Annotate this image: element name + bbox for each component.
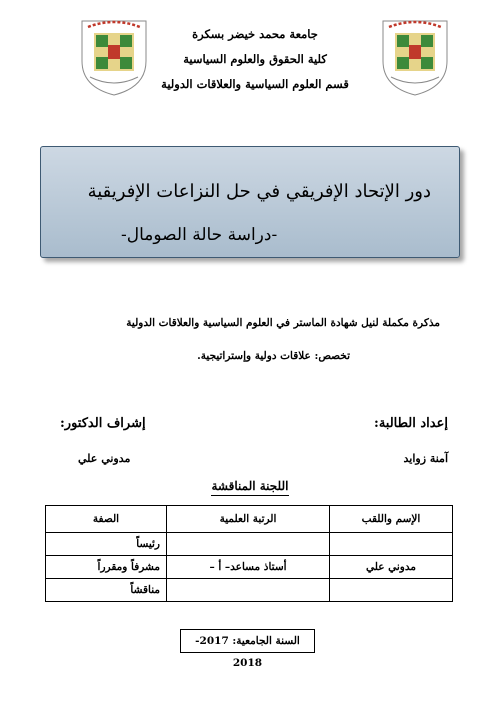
column-header-name: الإسم واللقب (330, 506, 453, 533)
cell-role: مناقشاً (46, 579, 167, 602)
cell-role: مشرفاً ومقرراً (46, 556, 167, 579)
table-row (46, 556, 453, 579)
academic-year: السنة الجامعية: 2017-2018 (180, 629, 315, 653)
thesis-title-box (40, 146, 460, 258)
column-header-rank: الرتبة العلمية (167, 506, 330, 533)
cell-rank (167, 533, 330, 556)
cell-rank: أستاذ مساعد– أ – (167, 556, 330, 579)
cell-rank (167, 579, 330, 602)
cell-name: مدوني علي (330, 556, 453, 579)
table-header-row (46, 506, 453, 533)
university-logo-right (379, 15, 451, 97)
prepared-by-label: إعداد الطالبة: (374, 416, 448, 431)
cell-role: رئيساً (46, 533, 167, 556)
degree-statement: مذكرة مكملة لنيل شهادة الماستر في العلوم السياسية والعلاقات الدولية (126, 317, 440, 329)
cell-name (330, 533, 453, 556)
institution-header (140, 22, 370, 97)
supervised-by-label: إشراف الدكتور: (60, 416, 146, 431)
faculty-name: كلية الحقوق والعلوم السياسية (183, 52, 327, 66)
specialization: تخصص: علاقات دولية وإستراتيجية. (197, 350, 350, 362)
table-row (46, 579, 453, 602)
student-name: آمنة زوايد (403, 452, 448, 465)
column-header-role: الصفة (46, 506, 167, 533)
thesis-subtitle-case-study: -دراسة حالة الصومال- (121, 225, 278, 245)
department-name: قسم العلوم السياسية والعلاقات الدولية (161, 77, 349, 91)
thesis-title: دور الإتحاد الإفريقي في حل النزاعات الإفريقية (87, 181, 431, 202)
cell-name (330, 579, 453, 602)
university-name: جامعة محمد خيضر بسكرة (192, 27, 318, 41)
table-row (46, 533, 453, 556)
committee-table (45, 505, 453, 602)
committee-title: اللجنة المناقشة (0, 479, 500, 493)
supervisor-name: مدوني علي (78, 452, 131, 465)
